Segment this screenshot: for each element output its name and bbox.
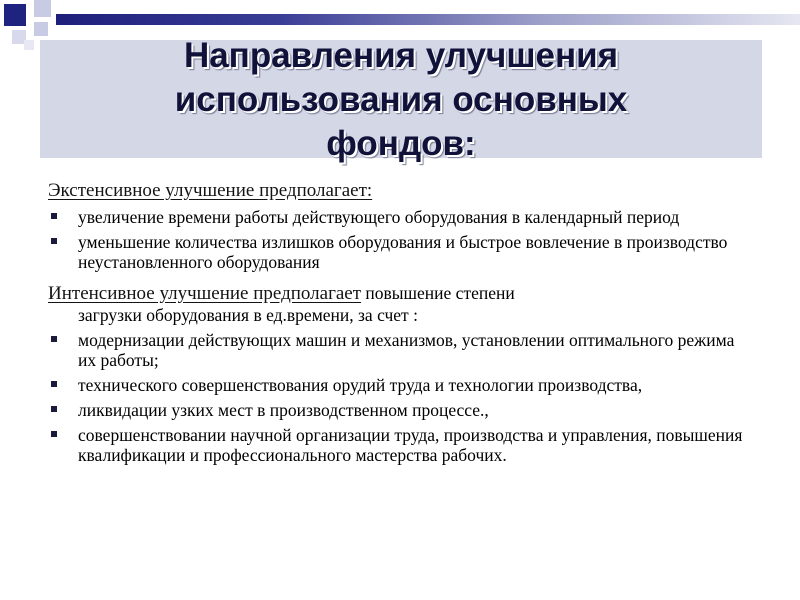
square-bullet-icon: [51, 238, 57, 244]
slide-title: [40, 34, 762, 166]
list-item-text: увеличение времени работы действующего оборудования в календарный период: [78, 207, 680, 227]
top-gradient-bar: [56, 14, 800, 25]
square-bullet-icon: [51, 213, 57, 219]
list-item-text: ликвидации узких мест в производственном процессе.,: [78, 400, 489, 420]
intensive-heading: Интенсивное улучшение предполагает: [48, 283, 362, 304]
decor-square: [24, 40, 34, 50]
list-item: [48, 400, 748, 420]
list-item-text: технического совершенствования орудий труда и технологии производства,: [78, 375, 643, 395]
decor-square: [34, 0, 51, 17]
intensive-intro-continuation: загрузки оборудования в ед.времени, за счет :: [78, 305, 418, 325]
square-bullet-icon: [51, 381, 57, 387]
extensive-list: [48, 207, 748, 272]
intensive-list: [48, 330, 748, 465]
intensive-intro-tail: повышение степени: [361, 283, 515, 303]
title-line: использования основных: [174, 80, 628, 119]
list-item: [48, 232, 748, 272]
list-item: [48, 330, 748, 370]
list-item-text: совершенствовании научной организации труда, производства и управления, повышения квалификации и профессионального мастерства рабочих.: [78, 425, 743, 465]
list-item-text: модернизации действующих машин и механизмов, установлении оптимального режима их работы;: [78, 330, 735, 370]
list-item: [48, 375, 748, 395]
extensive-heading: Экстенсивное улучшение предполагает:: [48, 180, 373, 201]
list-item: [48, 207, 748, 227]
title-line: фондов:: [326, 124, 476, 163]
square-bullet-icon: [51, 431, 57, 437]
intensive-intro: [48, 283, 748, 325]
title-line: Направления улучшения: [183, 36, 619, 75]
square-bullet-icon: [51, 336, 57, 342]
decor-square: [4, 4, 26, 26]
square-bullet-icon: [51, 406, 57, 412]
slide-body: [48, 180, 748, 465]
list-item-text: уменьшение количества излишков оборудования и быстрое вовлечение в производство неустановленного оборудования: [78, 232, 728, 272]
list-item: [48, 425, 748, 465]
